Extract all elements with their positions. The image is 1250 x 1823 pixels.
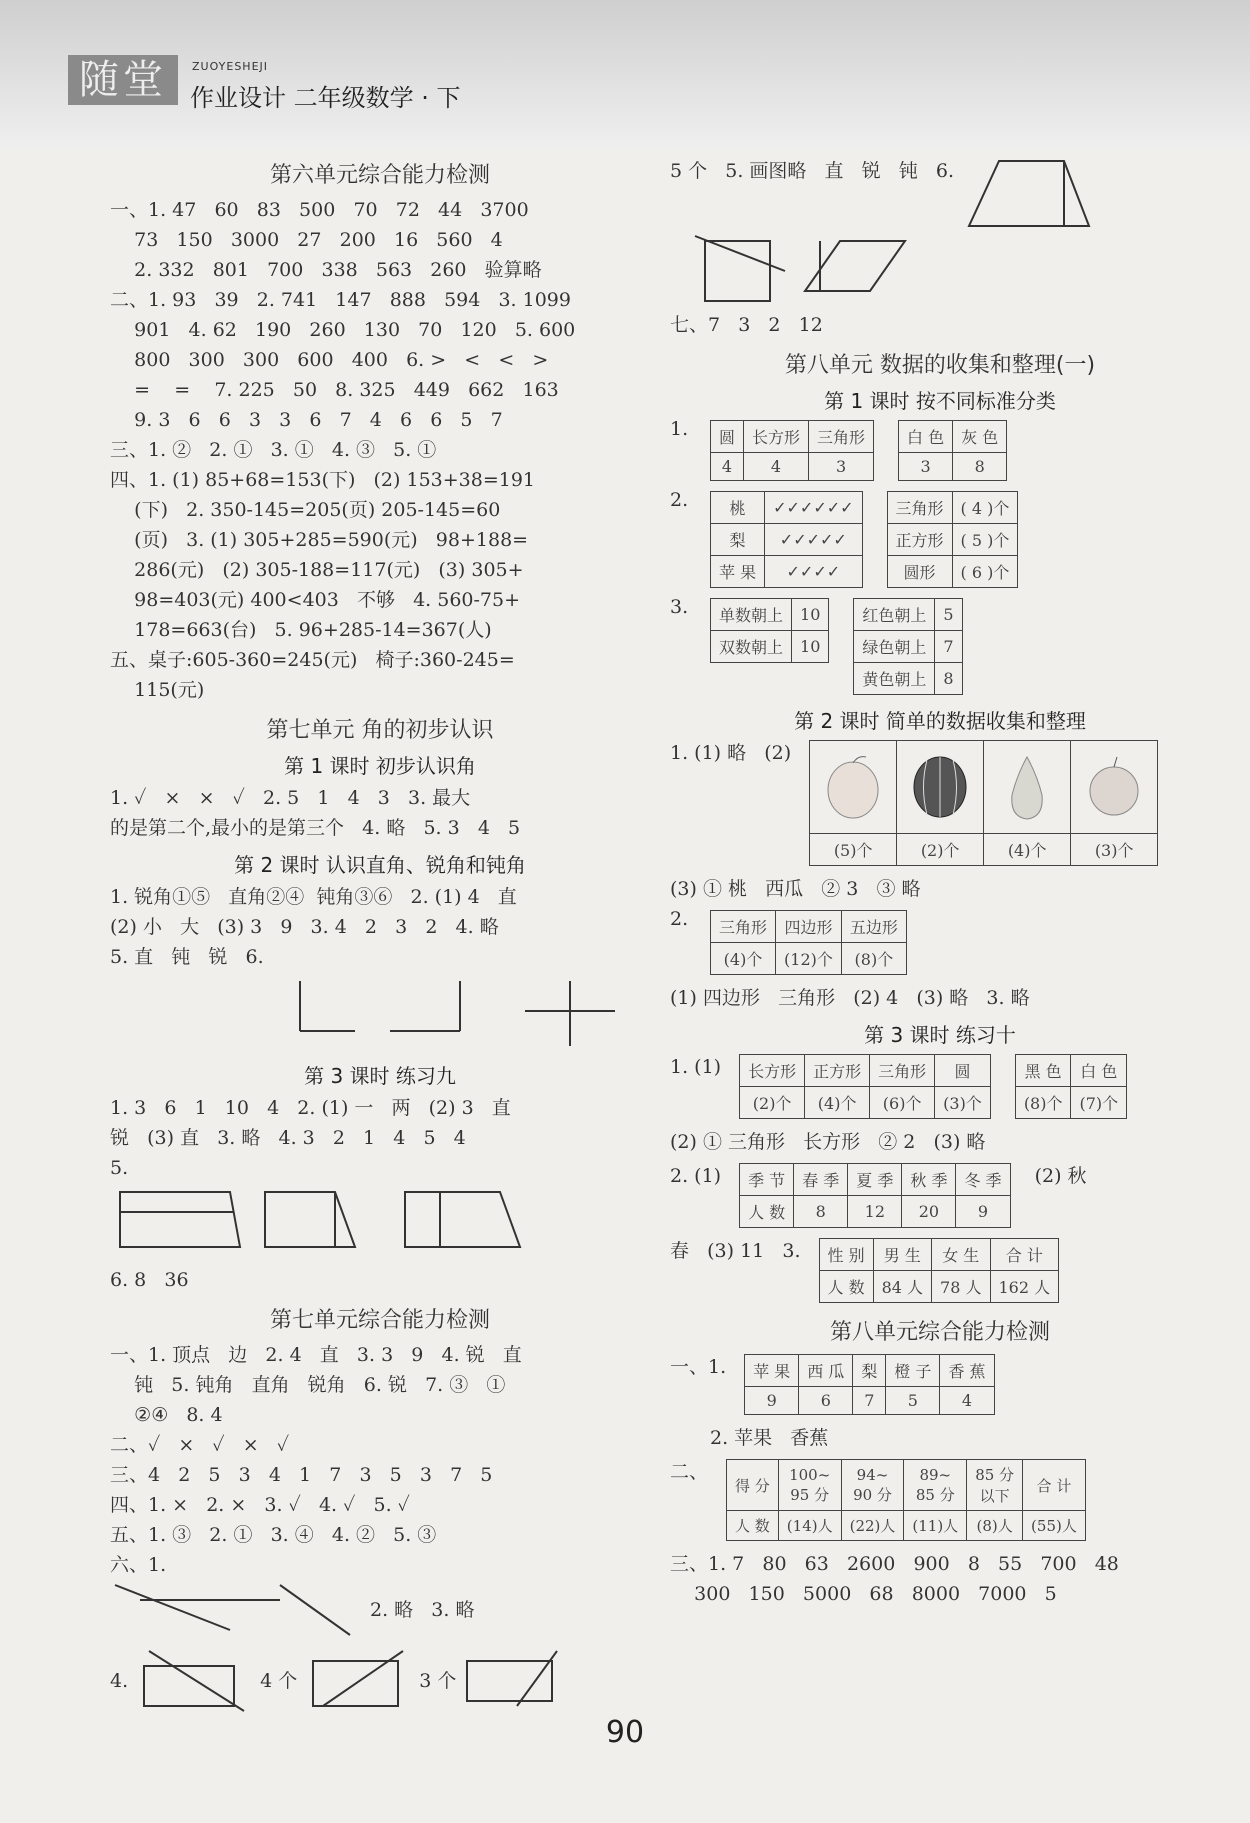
answer-line: 二、1. 93 39 2. 741 147 888 594 3. 1099	[110, 289, 571, 311]
unit8-check-answers	[670, 1549, 1210, 1609]
answer-line: 901 4. 62 190 260 130 70 120 5. 600	[110, 319, 576, 341]
section-title: 第六单元综合能力检测	[269, 163, 490, 188]
answer-line: = = 7. 225 50 8. 325 449 662 163	[110, 379, 559, 401]
answer-line: 四、1. × 2. × 3. ✓ 4. ✓ 5. ✓	[110, 1494, 410, 1516]
answer-line: 三、1. ② 2. ① 3. ① 4. ③ 5. ①	[110, 439, 437, 461]
question-number: 2.	[670, 908, 689, 930]
section-title: 第七单元 角的初步认识	[266, 718, 494, 743]
question-number: 2. (1)	[670, 1165, 722, 1187]
page-header	[0, 0, 1250, 150]
lesson-title: 第 2 课时 简单的数据收集和整理	[794, 709, 1086, 733]
answer-line: (2) ① 三角形 长方形 ② 2 (3) 略	[670, 1131, 986, 1153]
answer-line: (页) 3. (1) 305+285=590(元) 98+188=	[110, 529, 529, 551]
answer-line: 锐 (3) 直 3. 略 4. 3 2 1 4 5 4	[110, 1127, 466, 1149]
lesson1-answers	[110, 783, 650, 843]
trapezoid-drawing	[964, 156, 1104, 231]
right-column	[670, 150, 1210, 1609]
season-table: 季 节 春 季 夏 季 秋 季 冬 季 人 数 8 12 20 9	[739, 1163, 1010, 1228]
count-label: 3 个	[419, 1670, 457, 1692]
answer-line: 1. 3 6 1 10 4 2. (1) 一 两 (2) 3 直	[110, 1097, 511, 1119]
question-number: 1.	[670, 418, 689, 440]
unit7-check-answers	[110, 1340, 650, 1580]
shape-count-table: 圆 长方形 三角形 4 4 3	[710, 420, 874, 481]
answer-line: 一、1. 47 60 83 500 70 72 44 3700	[110, 199, 529, 221]
answer-line: 一、1. 顶点 边 2. 4 直 3. 3 9 4. 锐 直	[110, 1344, 522, 1366]
answer-line: 五、1. ③ 2. ① 3. ④ 4. ② 5. ③	[110, 1524, 437, 1546]
answer-line: 2. 332 801 700 338 563 260 验算略	[110, 259, 542, 281]
answer-line: (1) 四边形 三角形 (2) 4 (3) 略 3. 略	[670, 987, 1030, 1009]
line-drawings	[110, 1580, 370, 1640]
answer-line: 9. 3 6 6 3 3 6 7 4 6 6 5 7	[110, 409, 503, 431]
answer-line: 六、1.	[110, 1554, 167, 1576]
lesson-title: 第 3 课时 练习九	[304, 1064, 456, 1088]
answer-line: 6. 8 36	[110, 1269, 189, 1291]
rectangle-cut-drawing-1	[134, 1646, 254, 1716]
answer-line: 三、4 2 5 3 4 1 7 3 5 3 7 5	[110, 1464, 493, 1486]
answer-line: 115(元)	[110, 679, 205, 701]
lesson3-answers	[110, 1093, 650, 1183]
answer-line: 1. ✓ × × ✓ 2. 5 1 4 3 3. 最大	[110, 787, 471, 809]
question-number: 2.	[670, 489, 689, 511]
lesson-title: 第 1 课时 初步认识角	[284, 754, 476, 778]
answer-line: ②④ 8. 4	[110, 1404, 223, 1426]
answer-line: 286(元) (2) 305-188=117(元) (3) 305+	[110, 559, 524, 581]
pear-icon	[992, 745, 1062, 825]
question-number: 一、1.	[670, 1356, 727, 1378]
shape-count-table-2: 长方形 正方形 三角形 圆 (2)个 (4)个 (6)个 (3)个	[739, 1054, 991, 1119]
quadrilateral-drawings	[110, 1187, 650, 1257]
shape-drawings	[670, 231, 970, 306]
lesson2-answers	[110, 882, 650, 972]
left-column	[110, 150, 650, 1716]
answer-line: 5.	[110, 1157, 129, 1179]
answer-line: 1. 锐角①⑤ 直角②④ 钝角③⑥ 2. (1) 4 直	[110, 886, 517, 908]
answer-line: 五、桌子:605-360=245(元) 椅子:360-245=	[110, 649, 515, 671]
answer-line: (下) 2. 350-145=205(页) 205-145=60	[110, 499, 501, 521]
unit6-answers	[110, 195, 650, 705]
gender-table: 性 别 男 生 女 生 合 计 人 数 84 人 78 人 162 人	[819, 1238, 1060, 1303]
answer-line: 三、1. 7 80 63 2600 900 8 55 700 48	[670, 1553, 1119, 1575]
answer-line: 2. 略 3. 略	[370, 1599, 475, 1621]
answer-line: 178=663(台) 5. 96+285-14=367(人)	[110, 619, 492, 641]
section-title: 第八单元 数据的收集和整理(一)	[784, 353, 1096, 378]
answer-line: 2. 苹果 香蕉	[710, 1427, 829, 1449]
answer-line: (3) ① 桃 西瓜 ② 3 ③ 略	[670, 878, 921, 900]
polygon-count-table: 三角形 四边形 五边形 (4)个 (12)个 (8)个	[710, 910, 907, 975]
fruit-picture-table: (5)个 (2)个 (4)个 (3)个	[809, 740, 1158, 866]
watermelon-icon	[905, 745, 975, 825]
lesson-title: 第 2 课时 认识直角、锐角和钝角	[234, 853, 526, 877]
answer-line: (2) 小 大 (3) 3 9 3. 4 2 3 2 4. 略	[110, 916, 499, 938]
count-label: 4 个	[260, 1670, 298, 1692]
rectangle-cut-drawing-2	[303, 1646, 413, 1716]
brand-logo: 随堂	[68, 55, 178, 105]
rectangle-cut-drawing-3	[462, 1646, 562, 1716]
answer-line: 73 150 3000 27 200 16 560 4	[110, 229, 503, 251]
shape-tally-table: 三角形 ( 4 )个 正方形 ( 5 )个 圆形 ( 6 )个	[887, 491, 1019, 588]
answer-line: 5. 直 钝 锐 6.	[110, 946, 264, 968]
answer-line: 二、✓ × ✓ × ✓	[110, 1434, 290, 1456]
score-table: 得 分 100~ 95 分 94~ 90 分 89~ 85 分 85 分 以下 合 计 人 数 (14)人 (22)人 (11)人 (8)人 (55)人	[726, 1459, 1086, 1541]
fruit-count-table: 苹 果 西 瓜 梨 橙 子 香 蕉 9 6 7 5 4	[744, 1354, 994, 1415]
answer-line: (2) 秋	[1034, 1165, 1087, 1187]
answer-line: 四、1. (1) 85+68=153(下) (2) 153+38=191	[110, 469, 536, 491]
question-number: 3.	[670, 596, 689, 618]
peach-icon	[818, 745, 888, 825]
fruit-tally-table: 桃 ✓✓✓✓✓✓ 梨 ✓✓✓✓✓ 苹 果 ✓✓✓✓	[710, 491, 863, 588]
lesson-title: 第 3 课时 练习十	[864, 1023, 1016, 1047]
answer-line: 钝 5. 钝角 直角 锐角 6. 锐 7. ③ ①	[110, 1374, 506, 1396]
lesson-title: 第 1 课时 按不同标准分类	[824, 389, 1056, 413]
black-white-table: 黑 色 白 色 (8)个 (7)个	[1015, 1054, 1127, 1119]
question-number: 二、	[670, 1461, 709, 1483]
section-title: 第七单元综合能力检测	[269, 1308, 490, 1333]
answer-line: 4.	[110, 1670, 129, 1692]
color-count-table: 白 色 灰 色 3 8	[898, 420, 1007, 481]
angle-drawings	[110, 976, 650, 1046]
dice-table: 单数朝上 10 双数朝上 10	[710, 598, 829, 663]
brand-subtitle: ZUOYESHEJI	[192, 60, 269, 73]
answer-line: 800 300 300 600 400 6. > < < >	[110, 349, 549, 371]
answer-line: 七、7 3 2 12	[670, 314, 823, 336]
apple-icon	[1079, 745, 1149, 825]
question-number: 1. (1)	[670, 1056, 722, 1078]
book-title: 作业设计 二年级数学 · 下	[190, 84, 461, 112]
section-title: 第八单元综合能力检测	[829, 1320, 1050, 1345]
answer-line: 1. (1) 略 (2)	[670, 742, 792, 764]
answer-line: 春 (3) 11 3.	[670, 1240, 801, 1262]
answer-line: 300 150 5000 68 8000 7000 5	[670, 1583, 1057, 1605]
answer-line: 5 个 5. 画图略 直 锐 钝 6.	[670, 160, 955, 182]
color-face-table: 红色朝上 5 绿色朝上 7 黄色朝上 8	[853, 598, 962, 695]
answer-line: 的是第二个,最小的是第三个 4. 略 5. 3 4 5	[110, 817, 521, 839]
answer-line: 98=403(元) 400<403 不够 4. 560-75+	[110, 589, 521, 611]
page-number: 90	[605, 1715, 645, 1750]
